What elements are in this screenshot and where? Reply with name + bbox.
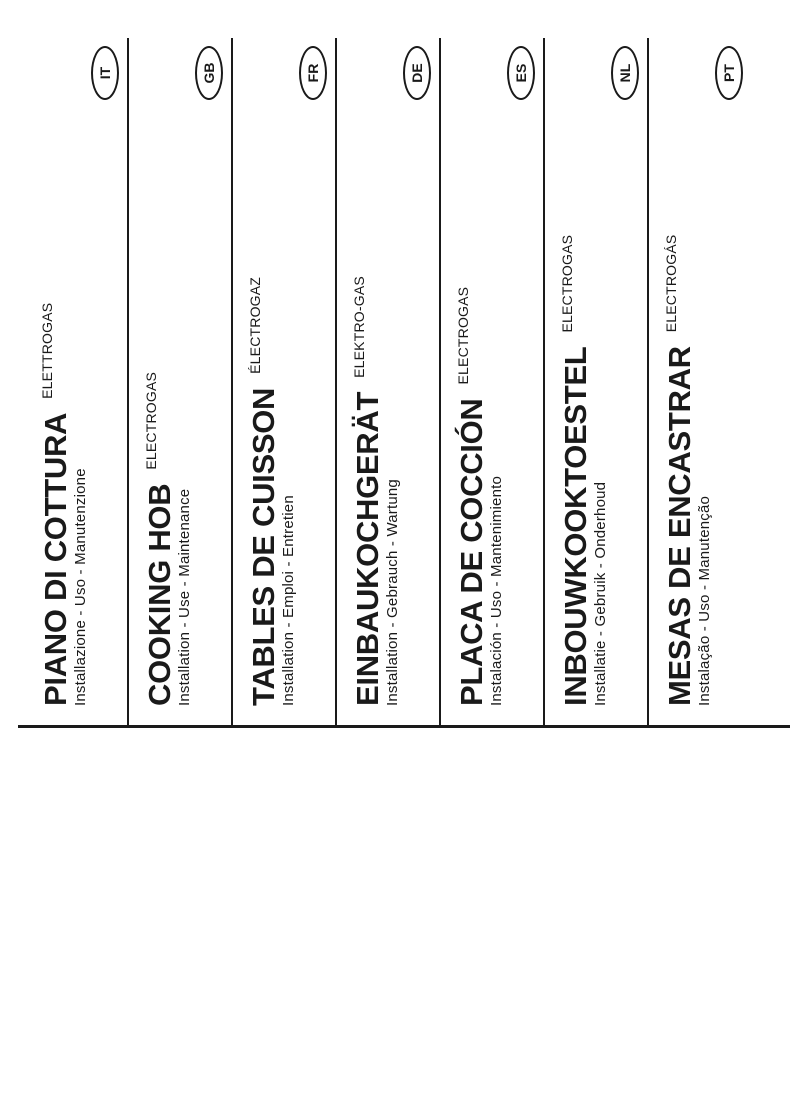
section-title: INBOUWKOOKTOESTEL — [558, 346, 593, 706]
section-description: Installatie - Gebruik - Onderhoud — [592, 481, 609, 706]
section-subtitle: ELECTROGÁS — [663, 234, 679, 333]
language-section-pt — [646, 38, 749, 725]
section-subtitle: ÉLECTROGAZ — [247, 276, 263, 374]
section-title: COOKING HOB — [142, 483, 177, 706]
section-title: MESAS DE ENCASTRAR — [662, 346, 697, 706]
language-badge: FR — [299, 46, 327, 100]
language-badge: IT — [91, 46, 119, 100]
section-subtitle: ELECTROGAS — [455, 286, 471, 385]
section-subtitle: ELECTROGAS — [143, 371, 159, 470]
section-subtitle: ELECTROGAS — [559, 234, 575, 333]
section-description: Installation - Gebrauch - Wartung — [384, 479, 401, 706]
language-section-fr — [230, 38, 333, 725]
language-section-es — [438, 38, 541, 725]
section-description: Instalação - Uso - Manutenção — [696, 495, 713, 706]
language-badge: GB — [195, 46, 223, 100]
section-title: PLACA DE COCCIÓN — [454, 398, 489, 706]
section-description: Installazione - Uso - Manutenzione — [72, 468, 89, 706]
baseline-rule — [18, 725, 790, 728]
language-section-nl — [542, 38, 645, 725]
section-description: Instalación - Uso - Mantenimiento — [488, 475, 505, 706]
section-subtitle: ELETTROGAS — [39, 302, 55, 399]
section-title: PIANO DI COTTURA — [38, 412, 73, 706]
language-badge: NL — [611, 46, 639, 100]
section-title: EINBAUKOCHGERÄT — [350, 391, 385, 706]
section-title: TABLES DE CUISSON — [246, 387, 281, 706]
section-description: Installation - Use - Maintenance — [176, 488, 193, 706]
section-subtitle: ELEKTRO-GAS — [351, 276, 367, 378]
language-section-de — [334, 38, 437, 725]
language-section-gb — [126, 38, 229, 725]
language-badge: PT — [715, 46, 743, 100]
language-section-it — [22, 38, 125, 725]
language-badge: ES — [507, 46, 535, 100]
language-badge: DE — [403, 46, 431, 100]
section-description: Installation - Emploi - Entretien — [280, 495, 297, 706]
